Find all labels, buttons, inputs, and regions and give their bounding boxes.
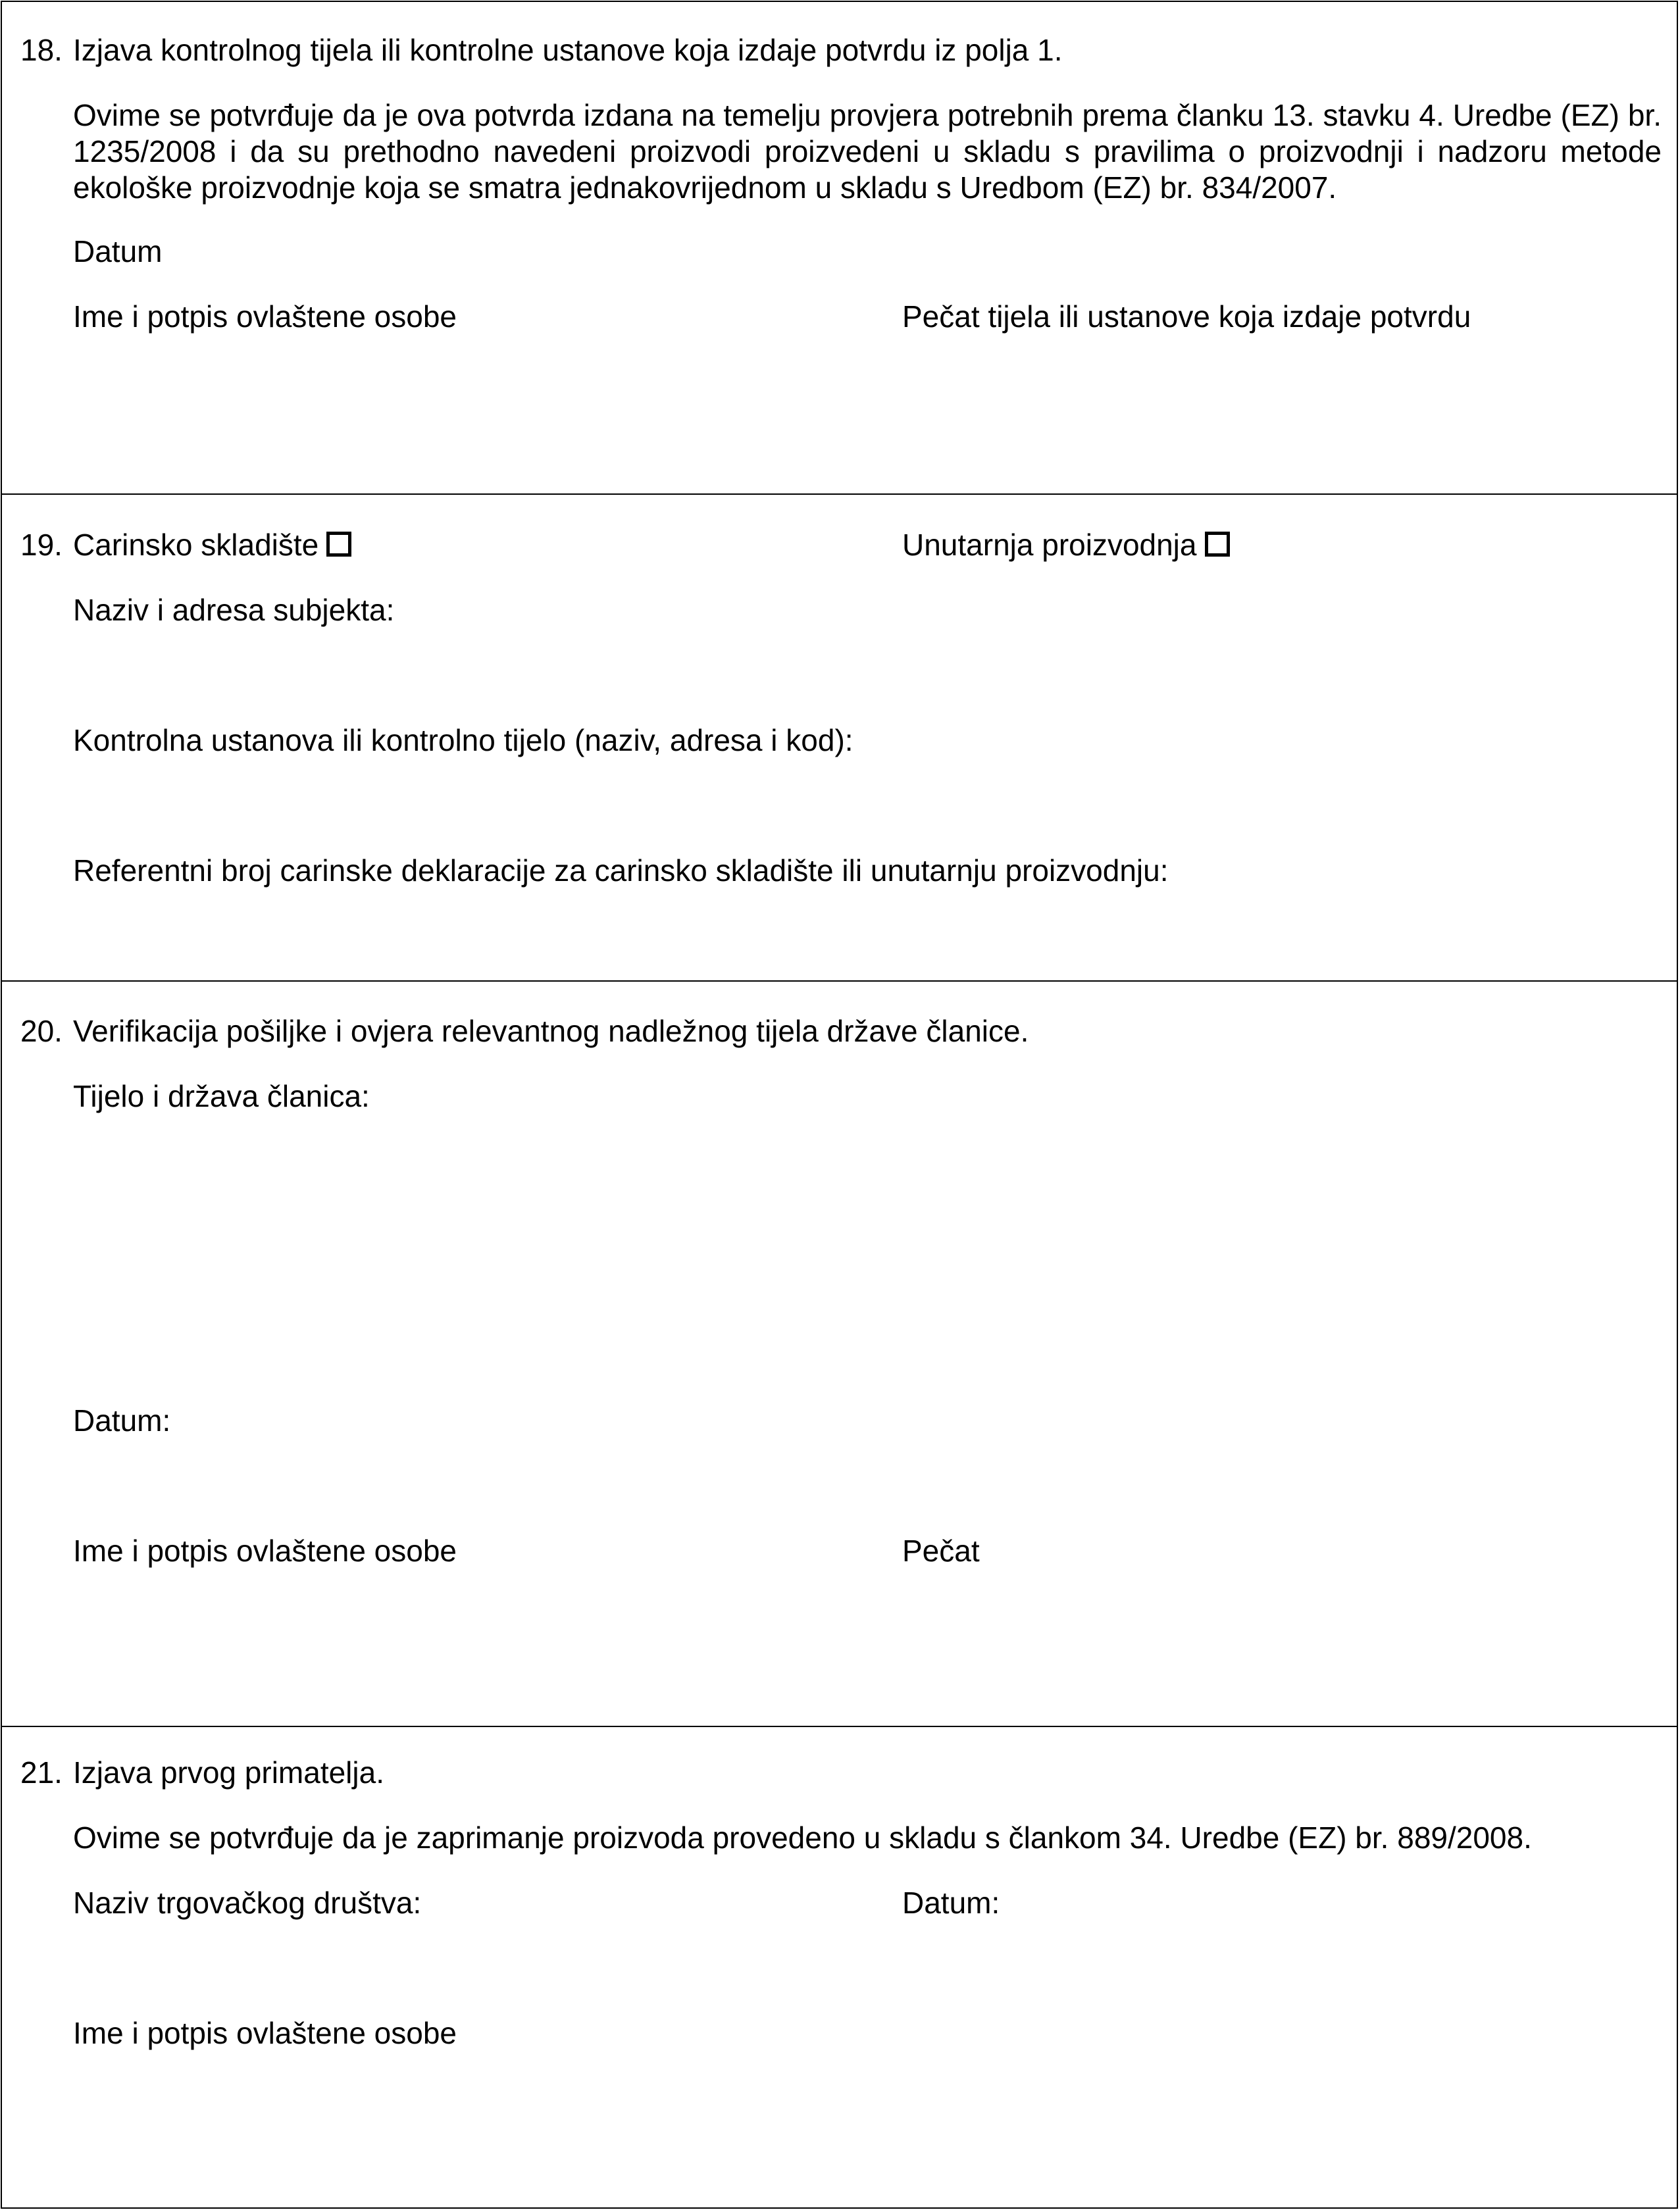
box-20-date-label: Datum: xyxy=(73,1403,171,1438)
customs-warehouse-checkbox[interactable] xyxy=(326,532,351,557)
box-18-title: Izjava kontrolnog tijela ili kontrolne ustanove koja izdaje potvrdu iz polja 1. xyxy=(73,33,1063,67)
box-20-stamp-label: Pečat xyxy=(902,1534,980,1568)
box-20-number: 20. xyxy=(20,1014,63,1048)
box-19-reference-label: Referentni broj carinske deklaracije za carinsko skladište ili unutarnju proizvodnju: xyxy=(73,853,1169,888)
box-20-signature-label: Ime i potpis ovlaštene osobe xyxy=(73,1534,457,1568)
box-18-control-body-declaration xyxy=(2,2,1677,495)
box-21-number: 21. xyxy=(20,1755,63,1790)
box-20-authority-label: Tijelo i država članica: xyxy=(73,1079,370,1113)
box-21-title: Izjava prvog primatelja. xyxy=(73,1755,384,1790)
inward-processing-checkbox[interactable] xyxy=(1205,532,1230,557)
box-18-signature-label: Ime i potpis ovlaštene osobe xyxy=(73,299,457,334)
box-18-declaration-text: Ovime se potvrđuje da je ova potvrda izdana na temelju provjera potrebnih prema članku 13. stavku 4. Uredbe (EZ) br. 1235/2008 i da su prethodno navedeni proizvodi proizvedeni u skladu s pravilima o proizvodnji i nadzoru metode ekološke proizvodnje koja se smatra jednakovrijednom u skladu s Uredbom (EZ) br. 834/2007. xyxy=(73,98,1662,205)
certificate-form xyxy=(1,1,1678,2209)
box-21-date-label: Datum: xyxy=(902,1886,1000,1920)
box-19-control-body-label: Kontrolna ustanova ili kontrolno tijelo (naziv, adresa i kod): xyxy=(73,723,853,757)
box-18-number: 18. xyxy=(20,33,63,67)
box-18-date-label: Datum xyxy=(73,234,163,268)
box-19-customs-procedure xyxy=(2,495,1677,982)
box-20-title: Verifikacija pošiljke i ovjera relevantnog nadležnog tijela države članice. xyxy=(73,1014,1029,1048)
box-21-first-consignee-declaration xyxy=(2,1727,1677,2209)
inward-processing-option xyxy=(902,526,1230,564)
box-21-declaration-text: Ovime se potvrđuje da je zaprimanje proizvoda provedeno u skladu s člankom 34. Uredbe (EZ) br. 889/2008. xyxy=(73,1821,1532,1855)
box-19-number: 19. xyxy=(20,528,63,562)
customs-warehouse-option xyxy=(73,526,351,564)
customs-warehouse-label: Carinsko skladište xyxy=(73,528,319,562)
box-21-signature-label: Ime i potpis ovlaštene osobe xyxy=(73,2016,457,2050)
box-19-operator-label: Naziv i adresa subjekta: xyxy=(73,593,395,627)
box-20-verification xyxy=(2,982,1677,1727)
inward-processing-label: Unutarnja proizvodnja xyxy=(902,528,1197,562)
box-21-company-label: Naziv trgovačkog društva: xyxy=(73,1886,422,1920)
box-18-stamp-label: Pečat tijela ili ustanove koja izdaje potvrdu xyxy=(902,299,1471,334)
